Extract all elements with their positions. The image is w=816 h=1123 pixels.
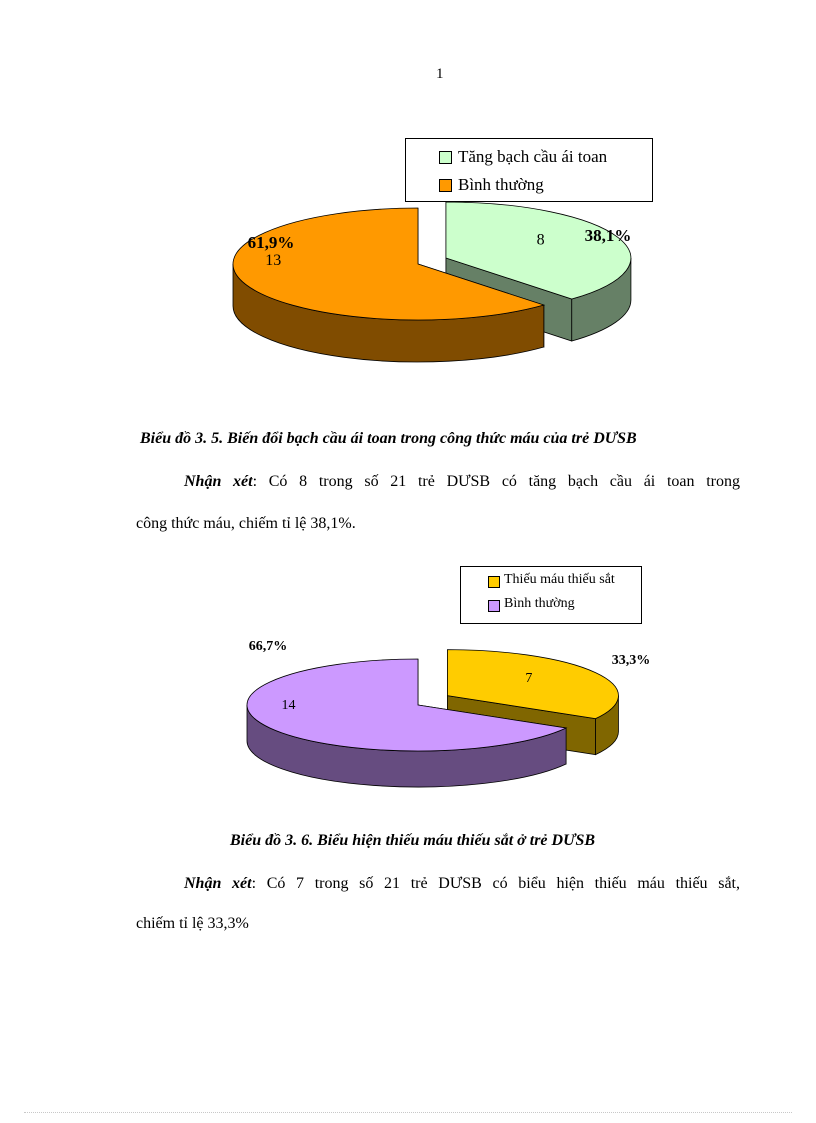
chart1-legend bbox=[405, 138, 653, 202]
remark-1-label: Nhận xét bbox=[184, 473, 253, 490]
chart1-value-label-0: 8 bbox=[536, 231, 545, 249]
chart2-legend-swatch-1 bbox=[488, 600, 500, 612]
remark-1-line1 bbox=[136, 472, 740, 492]
chart1-caption: Biểu đồ 3. 5. Biến đổi bạch cầu ái toan trong công thức máu của trẻ DƯSB bbox=[140, 430, 637, 447]
chart2-value-label-0: 7 bbox=[525, 671, 533, 687]
remark-2-text1: : Có 7 trong số 21 trẻ DƯSB có biểu hiện thiếu máu thiếu sắt, bbox=[251, 875, 741, 892]
remark-1 bbox=[136, 472, 740, 534]
chart1-legend-swatch-1 bbox=[439, 179, 452, 192]
chart1-pie bbox=[0, 210, 816, 410]
page-number: 1 bbox=[436, 66, 444, 82]
remark-2-line2: chiếm tỉ lệ 33,3% bbox=[136, 915, 249, 932]
chart1-legend-swatch-0 bbox=[439, 151, 452, 164]
chart1-legend-entry-1 bbox=[406, 175, 652, 197]
chart2-value-label-1: 14 bbox=[281, 697, 296, 713]
page-bottom-divider bbox=[24, 1112, 792, 1113]
chart2-percent-label-1: 66,7% bbox=[248, 639, 288, 654]
remark-1-text1: : Có 8 trong số 21 trẻ DƯSB có tăng bạch cầu ái toan trong bbox=[252, 473, 740, 490]
remark-2-label: Nhận xét bbox=[184, 875, 252, 892]
remark-1-line2: công thức máu, chiếm tỉ lệ 38,1%. bbox=[136, 515, 356, 532]
chart1-legend-entry-0 bbox=[406, 147, 652, 169]
chart2-pie bbox=[0, 630, 816, 810]
chart2-caption: Biểu đồ 3. 6. Biểu hiện thiếu máu thiếu sắt ở trẻ DƯSB bbox=[230, 832, 596, 849]
chart2-legend-entry-0 bbox=[461, 572, 641, 592]
chart1-legend-label-1: Bình thường bbox=[458, 175, 544, 194]
chart2-legend bbox=[460, 566, 642, 624]
chart2-percent-label-0: 33,3% bbox=[611, 653, 651, 668]
remark-2 bbox=[136, 874, 740, 934]
chart1-legend-label-0: Tăng bạch cầu ái toan bbox=[458, 147, 608, 166]
chart1-value-label-1: 13 bbox=[265, 251, 282, 269]
chart2-legend-swatch-0 bbox=[488, 576, 500, 588]
chart1-percent-label-1: 61,9% bbox=[247, 233, 295, 252]
chart2-legend-label-0: Thiếu máu thiếu sắt bbox=[504, 572, 615, 587]
chart1-percent-label-0: 38,1% bbox=[584, 226, 632, 245]
chart2-legend-entry-1 bbox=[461, 596, 641, 616]
remark-2-line1 bbox=[136, 874, 740, 894]
chart2-legend-label-1: Bình thường bbox=[504, 596, 575, 611]
